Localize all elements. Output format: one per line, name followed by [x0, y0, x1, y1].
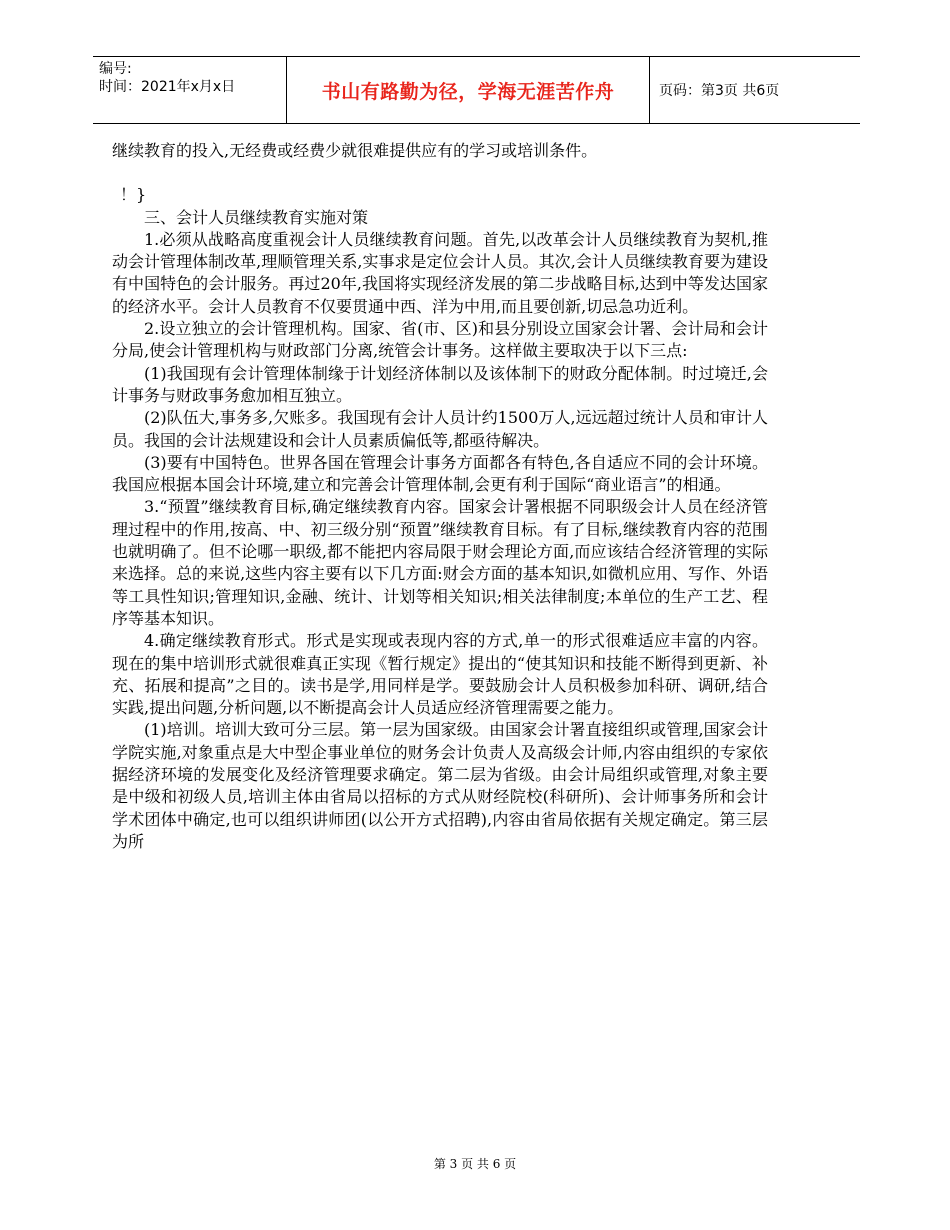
- stray-mark: ！}: [120, 185, 147, 205]
- document-body: [112, 140, 768, 853]
- header-time-label: 时间：2021年x月x日: [99, 79, 236, 95]
- header-divider-right: [649, 57, 650, 123]
- section-heading: 三、会计人员继续教育实施对策: [144, 207, 369, 227]
- body-paragraph: 2.设立独立的会计管理机构。国家、省(市、区)和县分别设立国家会计署、会计局和会计分局,使会计管理机构与财政部门分离,统管会计事务。这样做主要取决于以下三点:: [112, 319, 768, 361]
- header-meta: [99, 60, 235, 96]
- header-page-info: 页码：第3页 共6页: [659, 83, 780, 99]
- page-footer: 第 3 页 共 6 页: [433, 1157, 517, 1171]
- page-header: [93, 56, 860, 124]
- body-paragraph: 4.确定继续教育形式。形式是实现或表现内容的方式,单一的形式很难适应丰富的内容。现在的集中培训形式就很难真正实现《暂行规定》提出的“使其知识和技能不断得到更新、补充、拓展和提高”之目的。读书是学,用同样是学。要鼓励会计人员积极参加科研、调研,结合实践,提出问题,分析问题,以不断提高会计人员适应经济管理需要之能力。: [112, 631, 768, 718]
- header-number-label: 编号:: [99, 61, 132, 77]
- body-paragraph: (1)培训。培训大致可分三层。第一层为国家级。由国家会计署直接组织或管理,国家会计学院实施,对象重点是大中型企事业单位的财务会计负责人及高级会计师,内容由组织的专家依据经济环境的发展变化及经济管理要求确定。第二层为省级。由会计局组织或管理,对象主要是中级和初级人员,培训主体由省局以招标的方式从财经院校(科研所)、会计师事务所和会计学术团体中确定,也可以组织讲师团(以公开方式招聘),内容由省局依据有关规定确定。第三层为所: [112, 720, 768, 851]
- body-paragraph: (1)我国现有会计管理体制缘于计划经济体制以及该体制下的财政分配体制。时过境迁,会计事务与财政事务愈加相互独立。: [112, 363, 768, 405]
- body-paragraph: (2)队伍大,事务多,欠账多。我国现有会计人员计约1500万人,远远超过统计人员和审计人员。我国的会计法规建设和会计人员素质偏低等,都亟待解决。: [112, 408, 768, 450]
- header-motto: 书山有路勤为径，学海无涯苦作舟: [321, 80, 615, 103]
- body-paragraph: (3)要有中国特色。世界各国在管理会计事务方面都各有特色,各自适应不同的会计环境。我国应根据本国会计环境,建立和完善会计管理体制,会更有利于国际“商业语言”的相通。: [112, 452, 768, 495]
- body-paragraph-continued: 继续教育的投入,无经费或经费少就很难提供应有的学习或培训条件。: [112, 141, 598, 160]
- body-paragraph: 3.“预置”继续教育目标,确定继续教育内容。国家会计署根据不同职级会计人员在经济管理过程中的作用,按高、中、初三级分别“预置”继续教育目标。有了目标,继续教育内容的范围也就明确了。但不论哪一职级,都不能把内容局限于财会理论方面,而应该结合经济管理的实际来选择。总的来说,这些内容主要有以下几方面:财会方面的基本知识,如微机应用、写作、外语等工具性知识;管理知识,金融、统计、计划等相关知识;相关法律制度;本单位的生产工艺、程序等基本知识。: [112, 497, 768, 628]
- body-paragraph: 1.必须从战略高度重视会计人员继续教育问题。首先,以改革会计人员继续教育为契机,推动会计管理体制改革,理顺管理关系,实事求是定位会计人员。其次,会计人员继续教育要为建设有中国特色的会计服务。再过20年,我国将实现经济发展的第二步战略目标,达到中等发达国家的经济水平。会计人员教育不仅要贯通中西、洋为中用,而且要创新,切忌急功近利。: [112, 229, 768, 316]
